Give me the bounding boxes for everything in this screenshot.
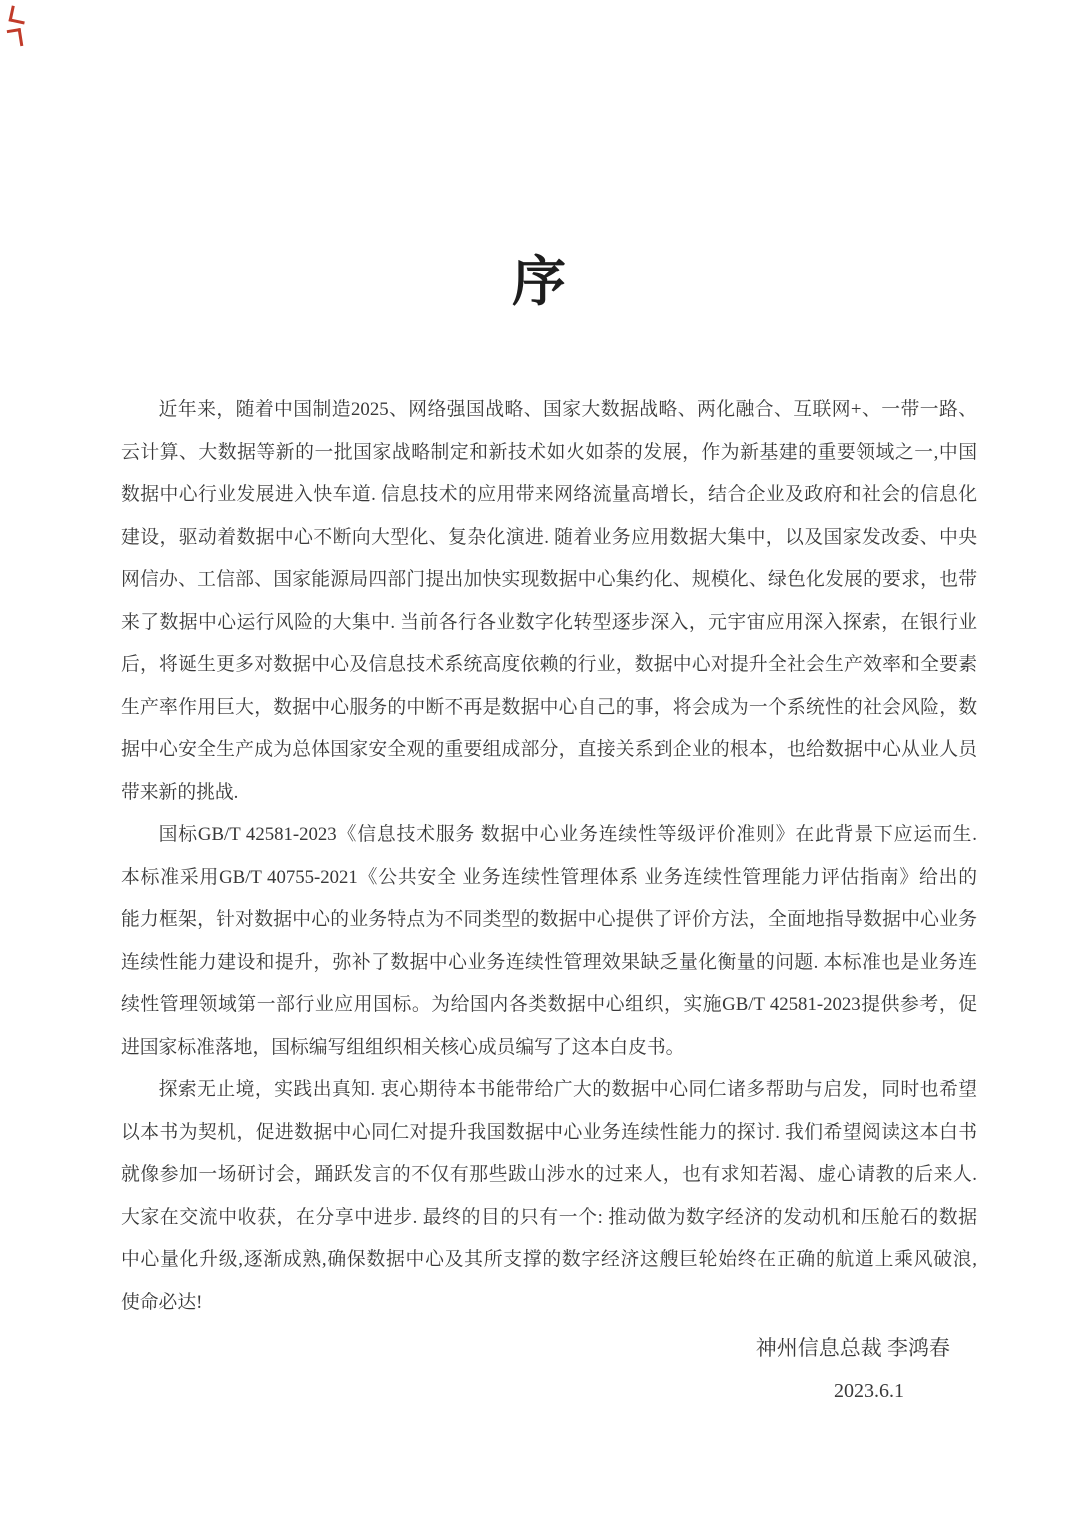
text-line: 网信办、工信部、国家能源局四部门提出加快实现数据中心集约化、规模化、绿色化发展的要求，也带 — [121, 569, 977, 590]
page-title: 序 — [512, 252, 568, 312]
text-line: 以本书为契机，促进数据中心同仁对提升我国数据中心业务连续性能力的探讨. 我们希望阅读这本白书 — [121, 1121, 977, 1143]
text-line: 生产率作用巨大，数据中心服务的中断不再是数据中心自己的事，将会成为一个系统性的社会风险，数 — [121, 696, 977, 718]
document-body — [121, 389, 977, 1324]
text-line: 使命必达! — [121, 1291, 203, 1313]
text-line: 大家在交流中收获，在分享中进步. 最终的目的只有一个: 推动做为数字经济的发动机和压舱石的数据 — [121, 1206, 977, 1228]
text-line: 近年来，随着中国制造2025、网络强国战略、国家大数据战略、两化融合、互联网+、一带一路、 — [158, 399, 977, 420]
text-line: 国标GB/T 42581-2023《信息技术服务 数据中心业务连续性等级评价准则》在此背景下应运而生. — [158, 824, 977, 845]
signature-date: 2023.6.1 — [834, 1380, 904, 1402]
red-corner-mark — [7, 28, 24, 48]
text-line: 云计算、大数据等新的一批国家战略制定和新技术如火如荼的发展，作为新基建的重要领域之一,中国 — [121, 441, 977, 463]
text-line: 来了数据中心运行风险的大集中. 当前各行各业数字化转型逐步深入，元宇宙应用深入探索，在银行业 — [121, 611, 977, 633]
text-line: 连续性能力建设和提升，弥补了数据中心业务连续性管理效果缺乏量化衡量的问题. 本标准也是业务连 — [121, 951, 977, 973]
text-line: 本标准采用GB/T 40755-2021《公共安全 业务连续性管理体系 业务连续性管理能力评估指南》给出的 — [121, 866, 977, 888]
red-corner-mark — [9, 6, 28, 25]
text-line: 带来新的挑战. — [121, 781, 239, 803]
text-line: 数据中心行业发展进入快车道. 信息技术的应用带来网络流量高增长，结合企业及政府和社会的信息化 — [121, 484, 977, 505]
text-line: 能力框架，针对数据中心的业务特点为不同类型的数据中心提供了评价方法，全面地指导数据中心业务 — [121, 909, 977, 930]
text-line: 就像参加一场研讨会，踊跃发言的不仅有那些跋山涉水的过来人，也有求知若渴、虚心请教的后来人. — [121, 1164, 977, 1185]
text-line: 进国家标准落地，国标编写组组织相关核心成员编写了这本白皮书。 — [121, 1036, 685, 1058]
text-line: 探索无止境，实践出真知. 衷心期待本书能带给广大的数据中心同仁诸多帮助与启发，同时也希望 — [158, 1079, 977, 1100]
text-line: 中心量化升级,逐渐成熟,确保数据中心及其所支撑的数字经济这艘巨轮始终在正确的航道上乘风破浪, — [121, 1249, 977, 1270]
text-line: 后，将诞生更多对数据中心及信息技术系统高度依赖的行业，数据中心对提升全社会生产效率和全要素 — [121, 654, 977, 675]
text-line: 据中心安全生产成为总体国家安全观的重要组成部分，直接关系到企业的根本，也给数据中心从业人员 — [121, 739, 977, 760]
text-line: 续性管理领域第一部行业应用国标。为给国内各类数据中心组织，实施GB/T 42581-2023提供参考，促 — [121, 994, 977, 1015]
signature-line: 神州信息总裁 李鸿春 — [755, 1336, 950, 1360]
text-line: 建设，驱动着数据中心不断向大型化、复杂化演进. 随着业务应用数据大集中，以及国家发改委、中央 — [121, 526, 977, 548]
